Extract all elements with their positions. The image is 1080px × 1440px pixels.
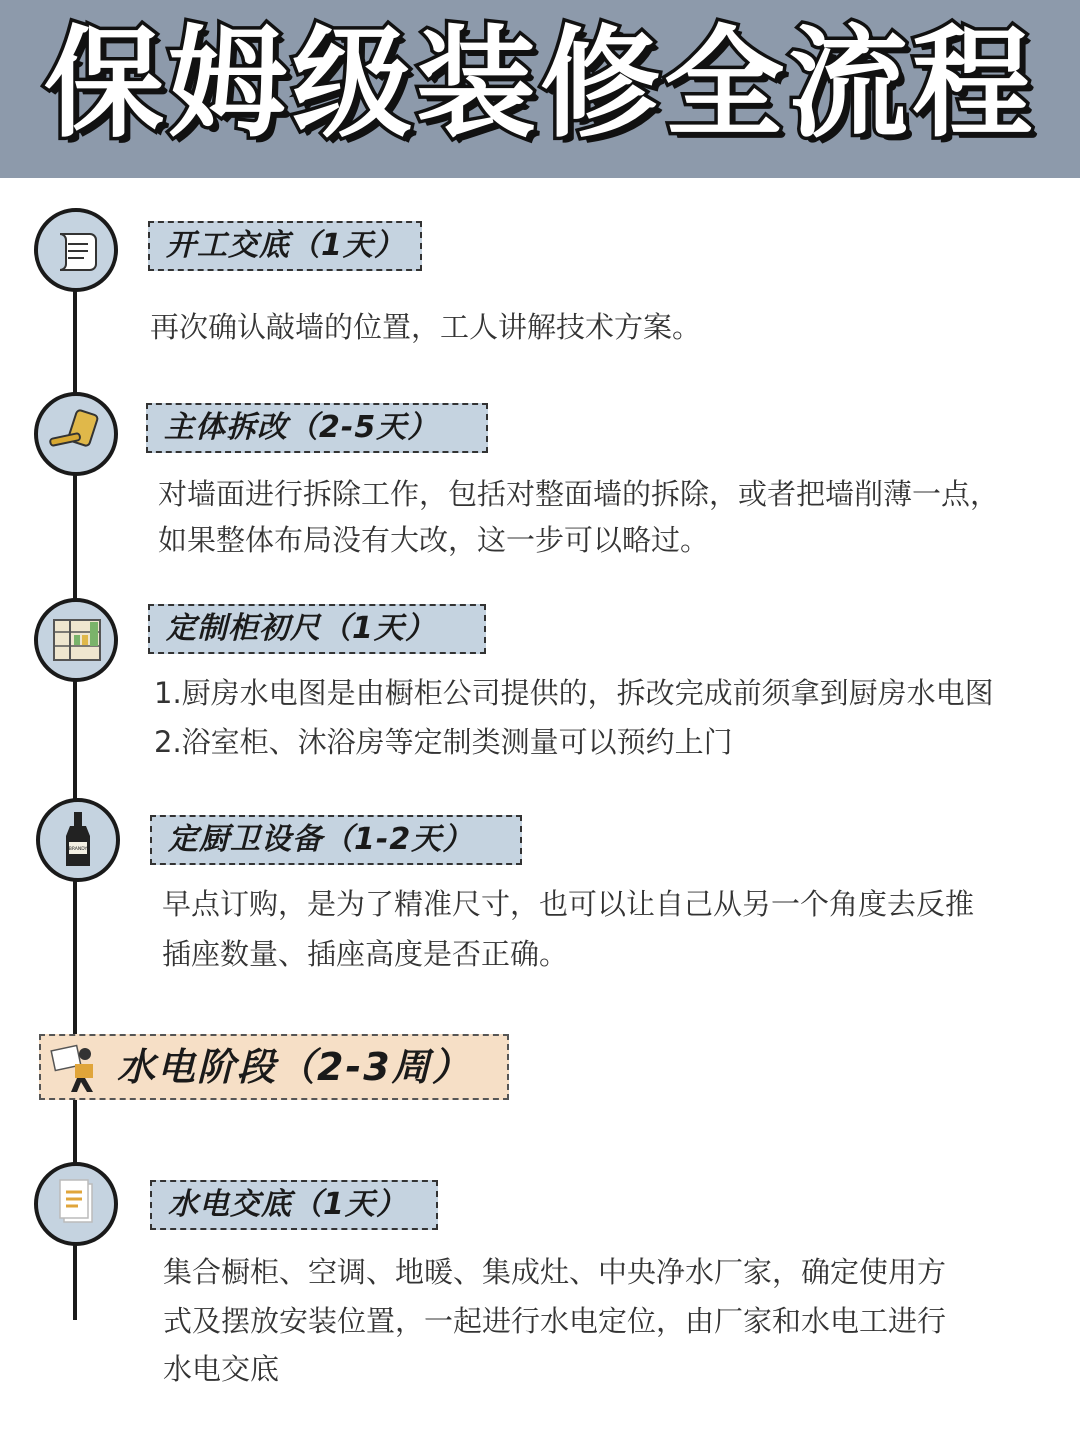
- hammer-icon: [34, 392, 118, 476]
- worker-reading-icon: [45, 1038, 107, 1098]
- step-label-kaigong: 开工交底（1天）: [148, 221, 422, 271]
- phase-label: 水电阶段（2-3周）: [117, 1045, 472, 1089]
- step-label-chuwei: 定厨卫设备（1-2天）: [150, 815, 522, 865]
- notepad-icon: [34, 1162, 118, 1246]
- page-title: 保姆级装修全流程: [44, 15, 1036, 154]
- step-desc-line: 再次确认敲墙的位置，工人讲解技术方案。: [150, 310, 702, 344]
- document-scroll-icon: [34, 208, 118, 292]
- step-label-dingzhigui: 定制柜初尺（1天）: [148, 604, 486, 654]
- step-label-shuidian: 水电交底（1天）: [150, 1180, 438, 1230]
- bottle-icon: [36, 798, 120, 882]
- cabinet-icon: [34, 598, 118, 682]
- step-desc-line: 2.浴室柜、沐浴房等定制类测量可以预约上门: [154, 725, 733, 759]
- step-desc-line: 如果整体布局没有大改，这一步可以略过。: [158, 523, 710, 557]
- step-desc-line: 水电交底: [163, 1352, 280, 1386]
- step-desc-line: 集合橱柜、空调、地暖、集成灶、中央净水厂家，确定使用方: [163, 1255, 947, 1289]
- step-desc-line: 早点订购，是为了精准尺寸，也可以让自己从另一个角度去反推: [162, 887, 975, 921]
- phase-banner: [39, 1034, 509, 1100]
- step-label-chaigai: 主体拆改（2-5天）: [146, 403, 488, 453]
- step-desc-line: 插座数量、插座高度是否正确。: [162, 937, 569, 971]
- step-desc-line: 1.厨房水电图是由橱柜公司提供的，拆改完成前须拿到厨房水电图: [154, 676, 994, 710]
- step-desc-line: 对墙面进行拆除工作，包括对整面墙的拆除，或者把墙削薄一点，: [158, 477, 1000, 511]
- bottle-label-text: BRANDY: [68, 847, 88, 852]
- step-desc-line: 式及摆放安装位置，一起进行水电定位，由厂家和水电工进行: [163, 1304, 947, 1338]
